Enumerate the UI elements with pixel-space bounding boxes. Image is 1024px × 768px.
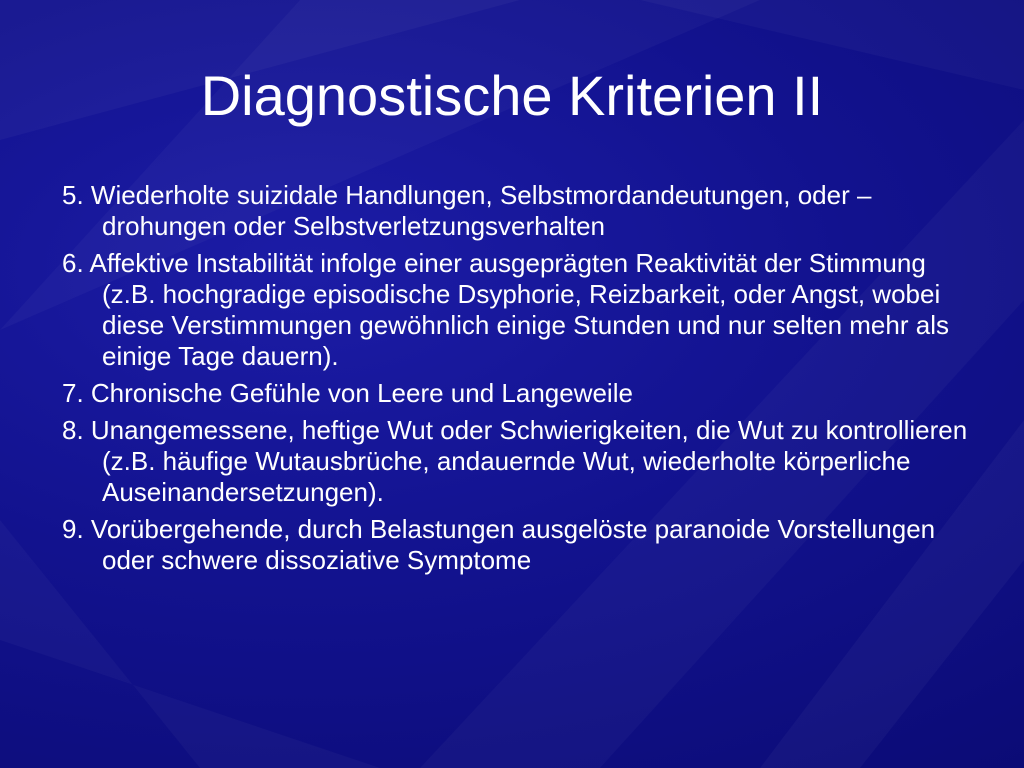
criterion-item-8: 8. Unangemessene, heftige Wut oder Schwierigkeiten, die Wut zu kontrollieren (z.B. häufige Wutausbrüche, andauernde Wut, wiederholte körperliche Auseinandersetzungen). [62,415,968,507]
slide-title: Diagnostische Kriterien II [200,64,824,127]
criterion-item-9: 9. Vorübergehende, durch Belastungen ausgelöste paranoide Vorstellungen oder schwere dissoziative Symptome [62,514,936,575]
criterion-item-6: 6. Affektive Instabilität infolge einer ausgeprägten Reaktivität der Stimmung (z.B. hochgradige episodische Dsyphorie, Reizbarkeit, oder Angst, wobei diese Verstimmungen gewöhnlich einige Stunden und nur selten mehr als einige Tage dauern). [62,248,949,371]
criterion-item-5: 5. Wiederholte suizidale Handlungen, Selbstmordandeutungen, oder –drohungen oder Selbstverletzungsverhalten [62,180,872,241]
criterion-item-7: 7. Chronische Gefühle von Leere und Langeweile [62,378,633,408]
criteria-list [62,180,982,582]
